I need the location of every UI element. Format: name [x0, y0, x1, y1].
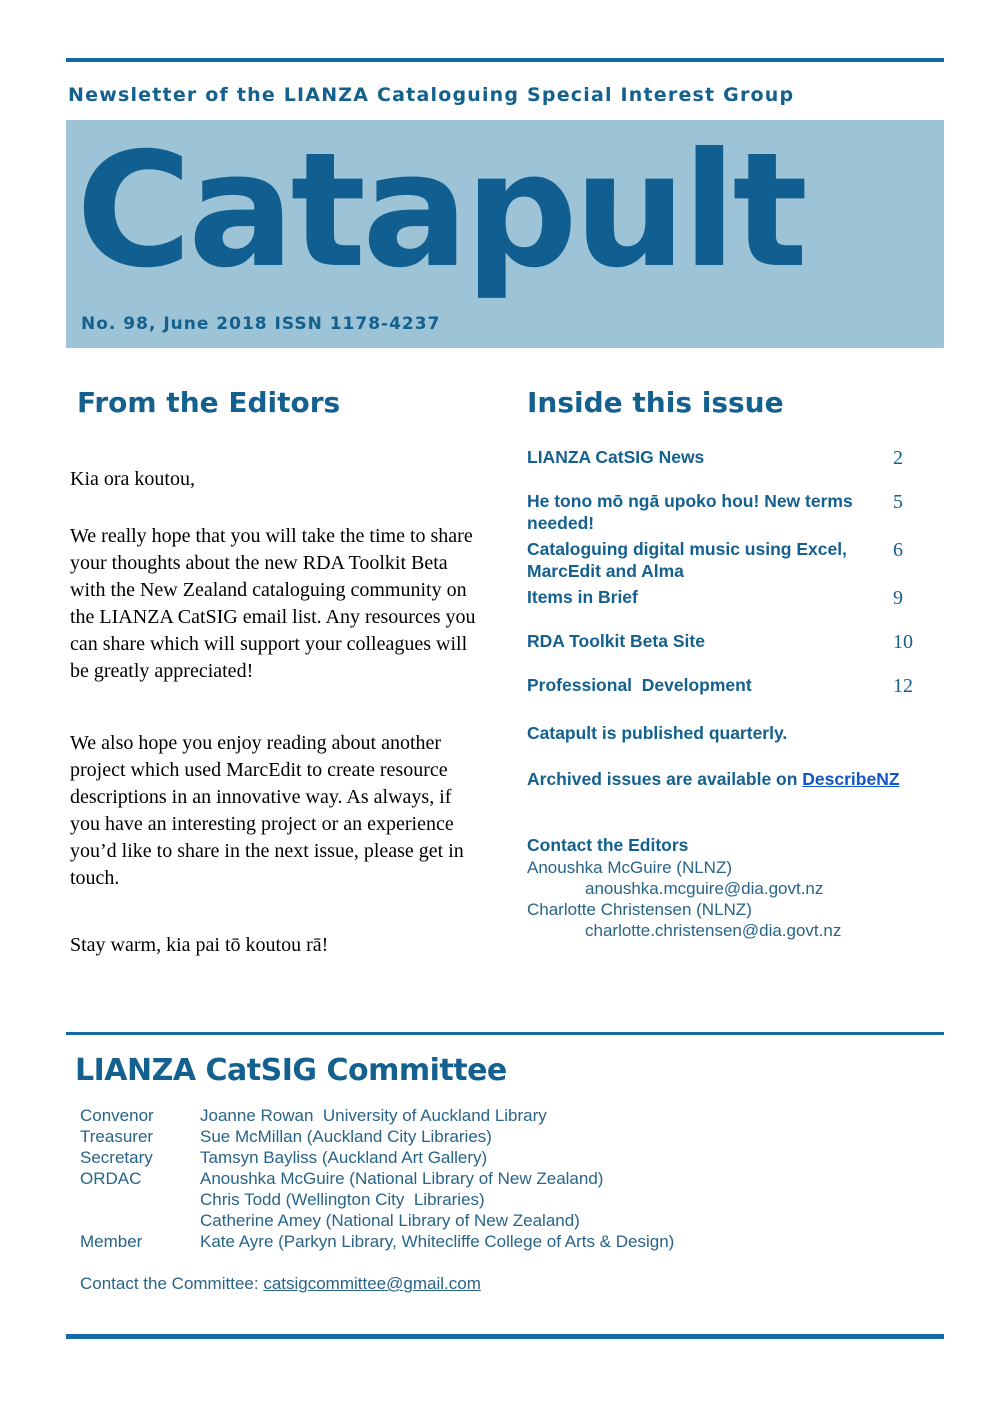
- committee-person: Anoushka McGuire (National Library of New Zealand): [200, 1169, 604, 1188]
- toc-entry: [527, 446, 944, 470]
- toc-entry-page: 9: [893, 587, 903, 609]
- toc-entry-title: RDA Toolkit Beta Site: [527, 631, 705, 651]
- committee-row: [80, 1105, 944, 1126]
- contact-editors-heading: Contact the Editors: [527, 835, 689, 855]
- committee-role: [80, 1189, 200, 1210]
- contact-committee-text: Contact the Committee:: [80, 1274, 264, 1293]
- contact-editors-block: [527, 834, 944, 941]
- newsletter-title: Catapult: [76, 120, 804, 303]
- toc-heading: Inside this issue: [527, 386, 784, 419]
- toc-entry-title: Items in Brief: [527, 587, 638, 607]
- toc-entry-title: LIANZA CatSIG News: [527, 447, 705, 467]
- toc-entry-page: 5: [893, 491, 903, 513]
- committee-role: Secretary: [80, 1148, 153, 1167]
- toc-entry-page: 2: [893, 447, 903, 469]
- archived-issues-text: Archived issues are available on: [527, 769, 803, 789]
- toc-entry: [527, 490, 944, 534]
- describenz-link[interactable]: DescribeNZ: [802, 769, 900, 789]
- editors-signoff: Stay warm, kia pai tō koutou rā!: [70, 934, 329, 956]
- committee-person: Kate Ayre (Parkyn Library, Whitecliffe College of Arts & Design): [200, 1232, 675, 1251]
- toc-entry-page: 10: [893, 631, 913, 653]
- toc-entry: [527, 630, 944, 654]
- committee-role: Convenor: [80, 1106, 154, 1125]
- committee-heading: LIANZA CatSIG Committee: [75, 1053, 507, 1088]
- committee-row: [80, 1168, 944, 1189]
- committee-person: Tamsyn Bayliss (Auckland Art Gallery): [200, 1148, 488, 1167]
- committee-role: ORDAC: [80, 1169, 142, 1188]
- bottom-divider: [66, 1334, 944, 1339]
- toc-entry-title: Cataloguing digital music using Excel, MarcEdit and Alma: [527, 539, 852, 581]
- issue-line: No. 98, June 2018 ISSN 1178-4237: [81, 314, 441, 334]
- toc-entry: [527, 586, 944, 610]
- editors-greeting: Kia ora koutou,: [70, 468, 195, 490]
- committee-row: [80, 1231, 944, 1252]
- toc-column: [527, 386, 944, 986]
- editors-paragraph: We also hope you enjoy reading about another project which used MarcEdit to create resource descriptions in an innovative way. As always, if you have an interesting project or an experience you’d like to share in the next issue, please get in touch.: [70, 732, 464, 889]
- toc-entry: [527, 674, 944, 698]
- committee-role: [80, 1210, 200, 1231]
- toc-entry-title: Professional Development: [527, 675, 752, 695]
- committee-person: Chris Todd (Wellington City Libraries): [200, 1190, 485, 1209]
- masthead-banner: [66, 120, 944, 348]
- committee-role: Treasurer: [80, 1127, 154, 1146]
- committee-person: Catherine Amey (National Library of New Zealand): [200, 1211, 580, 1230]
- table-of-contents: [527, 446, 944, 698]
- published-quarterly-note: Catapult is published quarterly.: [527, 723, 788, 743]
- committee-divider: [66, 1032, 944, 1035]
- newsletter-kicker: Newsletter of the LIANZA Cataloguing Special Interest Group: [68, 84, 795, 106]
- toc-entry-page: 6: [893, 539, 903, 561]
- editor-name: Charlotte Christensen (NLNZ): [527, 900, 752, 919]
- editor-name: Anoushka McGuire (NLNZ): [527, 858, 733, 877]
- committee-row: [80, 1147, 944, 1168]
- editors-heading: From the Editors: [77, 386, 341, 419]
- editor-email: anoushka.mcguire@dia.govt.nz: [585, 879, 824, 898]
- toc-entry-page: 12: [893, 675, 913, 697]
- toc-entry: [527, 538, 944, 582]
- editor-email: charlotte.christensen@dia.govt.nz: [585, 921, 842, 940]
- committee-row: [80, 1210, 944, 1231]
- committee-row: [80, 1189, 944, 1210]
- committee-row: [80, 1126, 944, 1147]
- archived-issues-note: [527, 768, 944, 790]
- committee-list: [80, 1105, 944, 1252]
- committee-email-link[interactable]: catsigcommittee@gmail.com: [263, 1274, 481, 1293]
- committee-person: Sue McMillan (Auckland City Libraries): [200, 1127, 492, 1146]
- top-divider: [66, 58, 944, 62]
- committee-role: Member: [80, 1232, 143, 1251]
- contact-committee-line: [80, 1273, 944, 1294]
- toc-entry-title: He tono mō ngā upoko hou! New terms needed!: [527, 491, 858, 533]
- editors-paragraph: We really hope that you will take the time to share your thoughts about the new RDA Toolkit Beta with the New Zealand cataloguing community on the LIANZA CatSIG email list. Any resources you can share which will support your colleagues will be greatly appreciated!: [70, 525, 476, 682]
- editors-column: [66, 386, 496, 986]
- two-column-body: [66, 386, 944, 986]
- committee-person: Joanne Rowan University of Auckland Library: [200, 1106, 547, 1125]
